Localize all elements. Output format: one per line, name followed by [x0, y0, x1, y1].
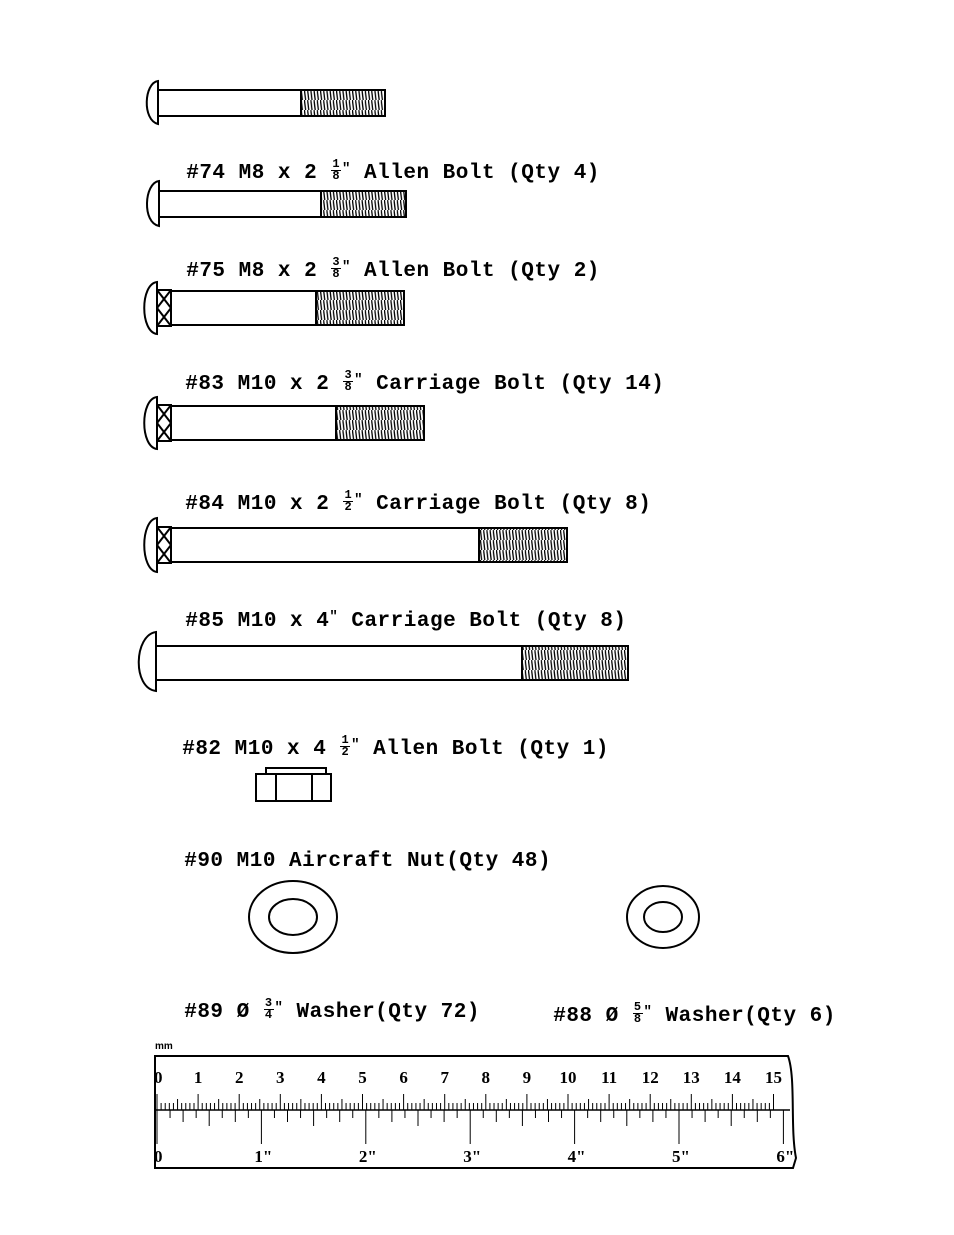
- label-text: Washer(Qty 6): [652, 1005, 836, 1029]
- label-text: #90 M10 Aircraft Nut(Qty 48): [184, 850, 552, 873]
- inch-mark: ": [342, 161, 351, 178]
- fraction-den: 8: [332, 267, 341, 281]
- inch-label: 6": [776, 1147, 795, 1166]
- inch-label: 0: [154, 1147, 163, 1166]
- label-part-74: [160, 140, 600, 184]
- label-text: #89 Ø: [184, 1001, 263, 1025]
- inch-mark: ": [643, 1004, 653, 1021]
- fraction-den: 8: [633, 1012, 642, 1026]
- cm-label: 7: [440, 1068, 449, 1087]
- inch-label: 5": [672, 1147, 690, 1166]
- fraction: [633, 1002, 643, 1025]
- fraction: [264, 998, 274, 1021]
- cm-label: 0: [154, 1068, 163, 1087]
- label-part-83: [159, 351, 664, 395]
- inch-mark: ": [342, 259, 351, 276]
- cm-label: 2: [234, 1068, 244, 1087]
- label-text: Carriage Bolt (Qty 8): [338, 610, 627, 633]
- cm-label: 8: [481, 1068, 491, 1087]
- label-part-90: [158, 830, 551, 872]
- bolt-83-icon: [144, 282, 404, 334]
- bolt-84-icon: [144, 397, 424, 449]
- bolt-85-icon: [144, 518, 567, 572]
- cm-label: 3: [276, 1068, 285, 1087]
- fraction: [343, 490, 353, 513]
- bolt-75-icon: [147, 181, 406, 226]
- label-part-88: [527, 983, 836, 1027]
- label-text: #84 M10 x 2: [185, 493, 343, 517]
- label-text: #85 M10 x 4: [185, 610, 330, 633]
- fraction-den: 2: [341, 745, 350, 759]
- ruler-unit-label: mm: [155, 1041, 173, 1052]
- fraction-den: 4: [264, 1008, 273, 1022]
- label-text: Carriage Bolt (Qty 8): [363, 493, 652, 517]
- bolt-74-icon: [147, 81, 385, 124]
- label-text: #88 Ø: [553, 1005, 632, 1029]
- cm-label: 15: [765, 1068, 782, 1087]
- label-part-84: [159, 471, 651, 515]
- fraction: [343, 370, 353, 393]
- fraction: [331, 257, 341, 280]
- fraction: [340, 735, 350, 758]
- cm-label: 11: [601, 1068, 618, 1087]
- inch-mark: ": [274, 1000, 284, 1017]
- inch-mark: ": [351, 737, 361, 754]
- cm-label: 12: [641, 1068, 659, 1087]
- cm-label: 4: [317, 1068, 326, 1087]
- fraction-den: 8: [332, 169, 341, 183]
- fraction-num: 5: [633, 1000, 642, 1014]
- label-text: Carriage Bolt (Qty 14): [363, 373, 665, 397]
- inch-label: 2": [358, 1147, 377, 1166]
- cm-label: 5: [358, 1068, 367, 1087]
- washer-88-icon: [627, 886, 699, 948]
- cm-label: 9: [522, 1068, 532, 1087]
- fraction-num: 3: [332, 255, 341, 269]
- cm-label: 1: [193, 1068, 203, 1087]
- label-text: Washer(Qty 72): [283, 1001, 480, 1025]
- label-text: #74 M8 x 2: [186, 162, 331, 186]
- fraction-num: 1: [341, 733, 350, 747]
- label-text: #83 M10 x 2: [185, 373, 343, 397]
- cm-label: 10: [559, 1068, 577, 1087]
- inch-label: 1": [254, 1147, 273, 1166]
- bolt-82-icon: [139, 632, 628, 691]
- fraction-den: 2: [344, 500, 353, 514]
- cm-label: 13: [682, 1068, 700, 1087]
- inch-mark: ": [354, 492, 364, 509]
- label-part-82: [156, 716, 609, 760]
- cm-label: 6: [399, 1068, 408, 1087]
- label-text: Allen Bolt (Qty 4): [350, 162, 600, 186]
- label-text: Allen Bolt (Qty 2): [350, 260, 600, 284]
- label-part-75: [160, 238, 600, 282]
- fraction-num: 3: [344, 368, 353, 382]
- label-text: #82 M10 x 4: [182, 738, 340, 762]
- label-text: Allen Bolt (Qty 1): [360, 738, 610, 762]
- inch-mark: ": [354, 372, 364, 389]
- inch-mark: ": [329, 609, 339, 625]
- fraction-num: 1: [344, 488, 353, 502]
- label-part-85: [159, 590, 627, 632]
- label-text: #75 M8 x 2: [186, 260, 331, 284]
- nut-90-icon: [256, 768, 331, 801]
- fraction: [331, 159, 341, 182]
- label-part-89: [158, 979, 480, 1023]
- fraction-num: 1: [332, 157, 341, 171]
- fraction-num: 3: [264, 996, 273, 1010]
- washer-89-icon: [249, 881, 337, 953]
- fraction-den: 8: [344, 380, 353, 394]
- cm-label: 14: [723, 1068, 741, 1087]
- inch-label: 4": [567, 1147, 586, 1166]
- inch-label: 3": [463, 1147, 482, 1166]
- ruler: [150, 1038, 810, 1173]
